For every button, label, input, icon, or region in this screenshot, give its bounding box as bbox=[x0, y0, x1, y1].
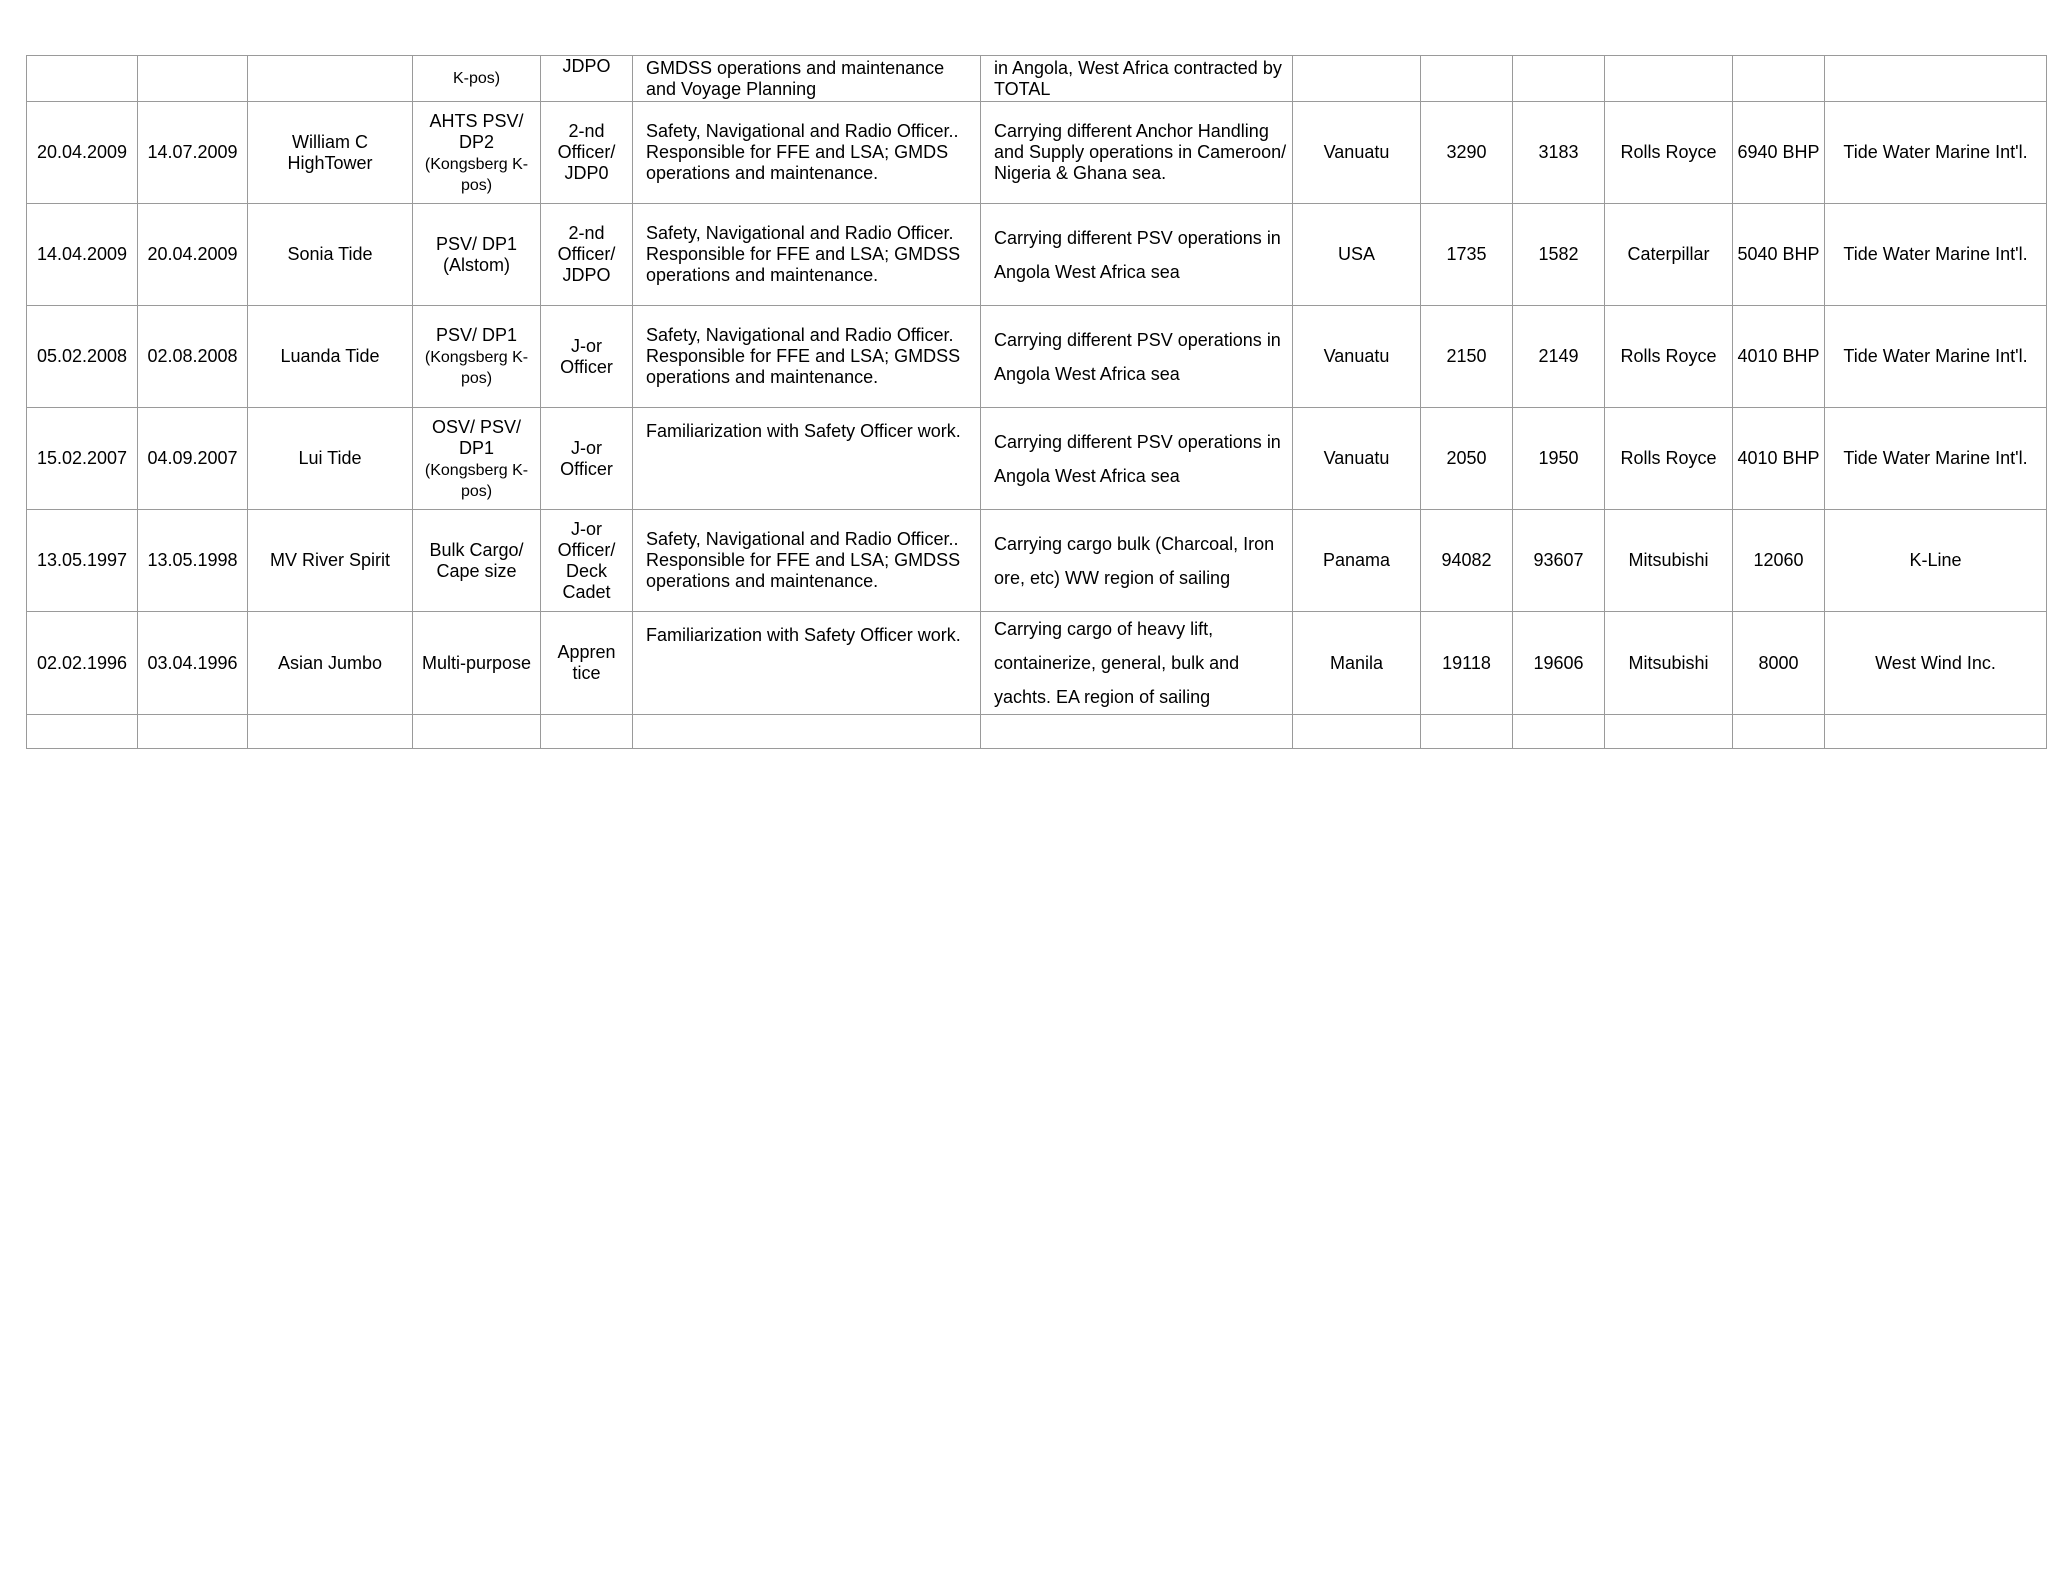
rank-cell: 2-nd Officer/ JDP0 bbox=[541, 102, 633, 204]
empty-cell bbox=[413, 715, 541, 749]
start-date-cell bbox=[27, 56, 138, 102]
vessel-type-cell: Multi-purpose bbox=[413, 612, 541, 715]
rank-cell: JDPO bbox=[541, 56, 633, 102]
power-cell: 4010 BHP bbox=[1733, 408, 1825, 510]
vessel-type-sub: (Kongsberg K-pos) bbox=[424, 461, 529, 500]
vessel-name-cell: Sonia Tide bbox=[248, 204, 413, 306]
duties-cell: Safety, Navigational and Radio Officer.. Responsible for FFE and LSA; GMDS operations and maintenance. bbox=[633, 102, 981, 204]
table-row bbox=[27, 102, 2047, 204]
power-cell: 6940 BHP bbox=[1733, 102, 1825, 204]
end-date-cell: 14.07.2009 bbox=[138, 102, 248, 204]
operation-cell: in Angola, West Africa contracted by TOTAL bbox=[981, 56, 1293, 102]
vessel-type-cell bbox=[413, 306, 541, 408]
operation-cell: Carrying different Anchor Handling and Supply operations in Cameroon/ Nigeria & Ghana sea. bbox=[981, 102, 1293, 204]
company-cell: West Wind Inc. bbox=[1825, 612, 2047, 715]
operation-cell: Carrying cargo bulk (Charcoal, Iron ore, etc) WW region of sailing bbox=[981, 510, 1293, 612]
vessel-type-main: PSV/ DP1 bbox=[435, 325, 518, 345]
engine-cell: Rolls Royce bbox=[1605, 102, 1733, 204]
vessel-name-cell: MV River Spirit bbox=[248, 510, 413, 612]
vessel-type-cell bbox=[413, 408, 541, 510]
table-row-empty bbox=[27, 715, 2047, 749]
flag-cell: USA bbox=[1293, 204, 1421, 306]
rank-cell: J-or Officer bbox=[541, 408, 633, 510]
end-date-cell: 03.04.1996 bbox=[138, 612, 248, 715]
engine-cell bbox=[1605, 56, 1733, 102]
empty-cell bbox=[27, 715, 138, 749]
start-date-cell: 05.02.2008 bbox=[27, 306, 138, 408]
empty-cell bbox=[1293, 715, 1421, 749]
company-cell bbox=[1825, 56, 2047, 102]
operation-cell: Carrying different PSV operations in Angola West Africa sea bbox=[981, 204, 1293, 306]
dwt-cell: 19606 bbox=[1513, 612, 1605, 715]
vessel-type-cell: K-pos) bbox=[413, 56, 541, 102]
duties-cell: Safety, Navigational and Radio Officer.. Responsible for FFE and LSA; GMDSS operations and maintenance. bbox=[633, 510, 981, 612]
end-date-cell: 04.09.2007 bbox=[138, 408, 248, 510]
vessel-type-main: OSV/ PSV/ DP1 bbox=[431, 416, 522, 458]
duties-cell: Safety, Navigational and Radio Officer. Responsible for FFE and LSA; GMDSS operations and maintenance. bbox=[633, 306, 981, 408]
engine-cell: Rolls Royce bbox=[1605, 306, 1733, 408]
company-cell: Tide Water Marine Int'l. bbox=[1825, 102, 2047, 204]
empty-cell bbox=[248, 715, 413, 749]
grt-cell bbox=[1421, 56, 1513, 102]
table-row bbox=[27, 408, 2047, 510]
power-cell: 8000 bbox=[1733, 612, 1825, 715]
duties-cell: Familiarization with Safety Officer work. bbox=[633, 408, 981, 510]
grt-cell: 1735 bbox=[1421, 204, 1513, 306]
end-date-cell: 13.05.1998 bbox=[138, 510, 248, 612]
vessel-name-cell: William C HighTower bbox=[248, 102, 413, 204]
power-cell: 4010 BHP bbox=[1733, 306, 1825, 408]
operation-cell: Carrying different PSV operations in Angola West Africa sea bbox=[981, 306, 1293, 408]
grt-cell: 94082 bbox=[1421, 510, 1513, 612]
power-cell: 5040 BHP bbox=[1733, 204, 1825, 306]
duties-cell: Safety, Navigational and Radio Officer. Responsible for FFE and LSA; GMDSS operations and maintenance. bbox=[633, 204, 981, 306]
company-cell: Tide Water Marine Int'l. bbox=[1825, 306, 2047, 408]
engine-cell: Caterpillar bbox=[1605, 204, 1733, 306]
grt-cell: 3290 bbox=[1421, 102, 1513, 204]
power-cell: 12060 bbox=[1733, 510, 1825, 612]
empty-cell bbox=[1421, 715, 1513, 749]
vessel-name-cell: Lui Tide bbox=[248, 408, 413, 510]
end-date-cell: 02.08.2008 bbox=[138, 306, 248, 408]
table-row bbox=[27, 56, 2047, 102]
dwt-cell bbox=[1513, 56, 1605, 102]
engine-cell: Rolls Royce bbox=[1605, 408, 1733, 510]
rank-cell: J-or Officer/ Deck Cadet bbox=[541, 510, 633, 612]
duties-cell: GMDSS operations and maintenance and Voyage Planning bbox=[633, 56, 981, 102]
power-cell bbox=[1733, 56, 1825, 102]
operation-cell: Carrying different PSV operations in Angola West Africa sea bbox=[981, 408, 1293, 510]
empty-cell bbox=[1605, 715, 1733, 749]
sea-service-table bbox=[26, 55, 2047, 749]
flag-cell: Vanuatu bbox=[1293, 306, 1421, 408]
empty-cell bbox=[1733, 715, 1825, 749]
vessel-name-cell: Luanda Tide bbox=[248, 306, 413, 408]
empty-cell bbox=[541, 715, 633, 749]
grt-cell: 2150 bbox=[1421, 306, 1513, 408]
start-date-cell: 14.04.2009 bbox=[27, 204, 138, 306]
empty-cell bbox=[138, 715, 248, 749]
start-date-cell: 20.04.2009 bbox=[27, 102, 138, 204]
empty-cell bbox=[633, 715, 981, 749]
flag-cell: Manila bbox=[1293, 612, 1421, 715]
vessel-type-cell: PSV/ DP1 (Alstom) bbox=[413, 204, 541, 306]
dwt-cell: 3183 bbox=[1513, 102, 1605, 204]
company-cell: Tide Water Marine Int'l. bbox=[1825, 408, 2047, 510]
dwt-cell: 1950 bbox=[1513, 408, 1605, 510]
operation-cell: Carrying cargo of heavy lift, containerize, general, bulk and yachts. EA region of sailing bbox=[981, 612, 1293, 715]
end-date-cell: 20.04.2009 bbox=[138, 204, 248, 306]
table-row bbox=[27, 612, 2047, 715]
company-cell: K-Line bbox=[1825, 510, 2047, 612]
vessel-type-cell: Bulk Cargo/ Cape size bbox=[413, 510, 541, 612]
rank-cell: 2-nd Officer/ JDPO bbox=[541, 204, 633, 306]
rank-cell: J-or Officer bbox=[541, 306, 633, 408]
empty-cell bbox=[981, 715, 1293, 749]
start-date-cell: 02.02.1996 bbox=[27, 612, 138, 715]
company-cell: Tide Water Marine Int'l. bbox=[1825, 204, 2047, 306]
dwt-cell: 1582 bbox=[1513, 204, 1605, 306]
grt-cell: 2050 bbox=[1421, 408, 1513, 510]
empty-cell bbox=[1513, 715, 1605, 749]
flag-cell bbox=[1293, 56, 1421, 102]
empty-cell bbox=[1825, 715, 2047, 749]
table-row bbox=[27, 510, 2047, 612]
flag-cell: Vanuatu bbox=[1293, 408, 1421, 510]
end-date-cell bbox=[138, 56, 248, 102]
flag-cell: Vanuatu bbox=[1293, 102, 1421, 204]
engine-cell: Mitsubishi bbox=[1605, 510, 1733, 612]
flag-cell: Panama bbox=[1293, 510, 1421, 612]
grt-cell: 19118 bbox=[1421, 612, 1513, 715]
start-date-cell: 15.02.2007 bbox=[27, 408, 138, 510]
dwt-cell: 93607 bbox=[1513, 510, 1605, 612]
vessel-type-cell bbox=[413, 102, 541, 204]
start-date-cell: 13.05.1997 bbox=[27, 510, 138, 612]
duties-cell: Familiarization with Safety Officer work. bbox=[633, 612, 981, 715]
vessel-name-cell: Asian Jumbo bbox=[248, 612, 413, 715]
vessel-name-cell bbox=[248, 56, 413, 102]
engine-cell: Mitsubishi bbox=[1605, 612, 1733, 715]
vessel-type-sub: (Kongsberg K-pos) bbox=[424, 155, 529, 194]
table-row bbox=[27, 306, 2047, 408]
dwt-cell: 2149 bbox=[1513, 306, 1605, 408]
vessel-type-main: AHTS PSV/ DP2 bbox=[429, 110, 524, 152]
vessel-type-sub: (Kongsberg K-pos) bbox=[424, 349, 529, 387]
table-row bbox=[27, 204, 2047, 306]
rank-cell: Appren tice bbox=[541, 612, 633, 715]
